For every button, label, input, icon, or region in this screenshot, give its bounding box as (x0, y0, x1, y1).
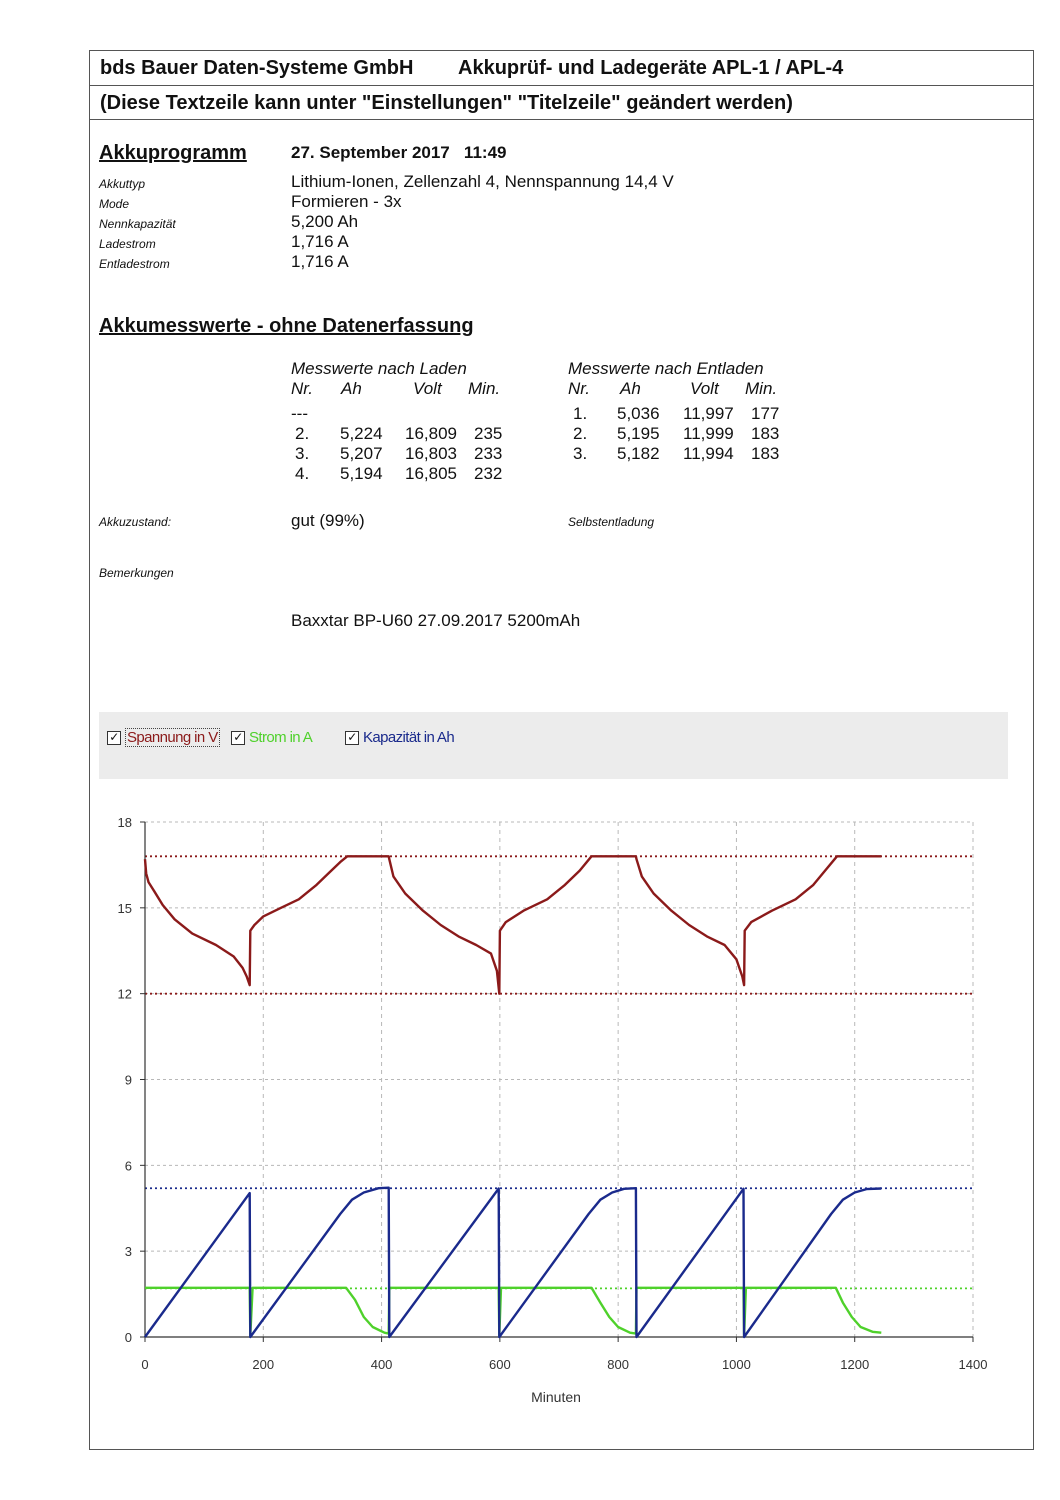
measurements-heading: Akkumesswerte - ohne Datenerfassung (99, 315, 474, 337)
discharge-col-ah: Ah (620, 379, 641, 398)
charge-r2-nr: 2. (295, 424, 310, 443)
label-mode: Mode (99, 197, 130, 211)
charge-col-min: Min. (468, 379, 501, 398)
x-tick-label: 600 (489, 1357, 511, 1372)
remarks-value: Baxxtar BP-U60 27.09.2017 5200mAh (291, 611, 581, 630)
x-tick-label: 1000 (721, 1357, 751, 1372)
charge-col-volt: Volt (413, 379, 442, 398)
legend-voltage-label: Spannung in V (127, 729, 218, 746)
label-akkutyp: Akkuttyp (99, 177, 146, 191)
company-name: bds Bauer Daten-Systeme GmbH (100, 57, 414, 79)
program-heading: Akkuprogramm (99, 142, 247, 164)
subtitle-row: (Diese Textzeile kann unter "Einstellungen" "Titelzeile" geändert werden) (90, 86, 1033, 120)
x-tick-label: 400 (370, 1357, 393, 1372)
discharge-r1-min: 177 (751, 404, 780, 423)
charge-r4-nr: 4. (295, 464, 310, 483)
discharge-r2-ah: 5,195 (617, 424, 660, 443)
charge-r3-nr: 3. (295, 444, 310, 463)
charge-col-nr: Nr. (291, 379, 314, 398)
checkbox-voltage[interactable]: ✓ (107, 731, 121, 745)
discharge-r3-volt: 11,994 (683, 444, 734, 463)
value-nennkapazitaet: 5,200 Ah (291, 212, 359, 231)
charge-r2-volt: 16,809 (405, 424, 457, 443)
charge-row-1-empty: --- (291, 404, 308, 423)
checkbox-current[interactable]: ✓ (231, 731, 245, 745)
x-tick-label: 200 (252, 1357, 275, 1372)
capacity-line (145, 1188, 881, 1337)
value-mode: Formieren - 3x (291, 192, 402, 211)
chart-axes (140, 822, 973, 1342)
charge-r3-ah: 5,207 (340, 444, 383, 463)
label-nennkapazitaet: Nennkapazität (99, 217, 176, 231)
x-tick-label: 800 (607, 1357, 629, 1372)
legend-current-label: Strom in A (249, 729, 313, 746)
discharge-r3-min: 183 (751, 444, 780, 463)
discharge-r1-ah: 5,036 (617, 404, 660, 423)
chart-series (145, 856, 881, 1337)
y-tick-label: 9 (124, 1072, 132, 1088)
charge-r2-ah: 5,224 (340, 424, 383, 443)
charge-col-ah: Ah (341, 379, 362, 398)
value-akkutyp: Lithium-Ionen, Zellenzahl 4, Nennspannung 14,4 V (291, 172, 674, 191)
discharge-col-nr: Nr. (568, 379, 591, 398)
condition-label: Akkuzustand: (99, 515, 172, 529)
value-ladestrom: 1,716 A (291, 232, 349, 251)
self-discharge-label: Selbstentladung (568, 515, 655, 529)
checkbox-capacity[interactable]: ✓ (345, 731, 359, 745)
chart-grid (145, 822, 973, 1337)
program-datetime: 27. September 2017 11:49 (291, 143, 507, 162)
label-entladestrom: Entladestrom (99, 257, 170, 271)
condition-value: gut (99%) (291, 511, 365, 530)
y-tick-label: 0 (124, 1330, 132, 1345)
charge-r4-ah: 5,194 (340, 464, 383, 483)
remarks-label: Bemerkungen (99, 566, 174, 580)
discharge-title: Messwerte nach Entladen (568, 359, 764, 378)
charge-r4-volt: 16,805 (405, 464, 457, 483)
discharge-r2-volt: 11,999 (683, 424, 734, 443)
y-tick-label: 18 (117, 815, 132, 830)
discharge-col-volt: Volt (690, 379, 719, 398)
chart-reference-lines (145, 856, 973, 1288)
y-tick-label: 15 (117, 900, 132, 916)
y-tick-label: 3 (124, 1244, 132, 1260)
discharge-r3-ah: 5,182 (617, 444, 660, 463)
value-entladestrom: 1,716 A (291, 252, 349, 271)
charge-r3-volt: 16,803 (405, 444, 457, 463)
x-axis-label: Minuten (531, 1389, 581, 1405)
legend-capacity-label: Kapazität in Ah (363, 729, 455, 746)
discharge-r1-nr: 1. (573, 404, 588, 423)
label-ladestrom: Ladestrom (99, 237, 156, 251)
x-tick-label: 1200 (840, 1357, 870, 1372)
discharge-col-min: Min. (745, 379, 778, 398)
discharge-r1-volt: 11,997 (683, 404, 734, 423)
x-tick-label: 1400 (958, 1357, 988, 1372)
voltage-line (145, 856, 881, 993)
charge-r4-min: 232 (474, 464, 503, 483)
discharge-r2-min: 183 (751, 424, 780, 443)
charge-title: Messwerte nach Laden (291, 359, 467, 378)
charge-r3-min: 233 (474, 444, 503, 463)
x-tick-label: 0 (141, 1357, 149, 1372)
y-tick-label: 6 (124, 1158, 132, 1174)
y-tick-label: 12 (117, 986, 132, 1002)
discharge-r3-nr: 3. (573, 444, 588, 463)
discharge-r2-nr: 2. (573, 424, 588, 443)
product-name: Akkuprüf- und Ladegeräte APL-1 / APL-4 (458, 57, 844, 79)
charge-r2-min: 235 (474, 424, 503, 443)
